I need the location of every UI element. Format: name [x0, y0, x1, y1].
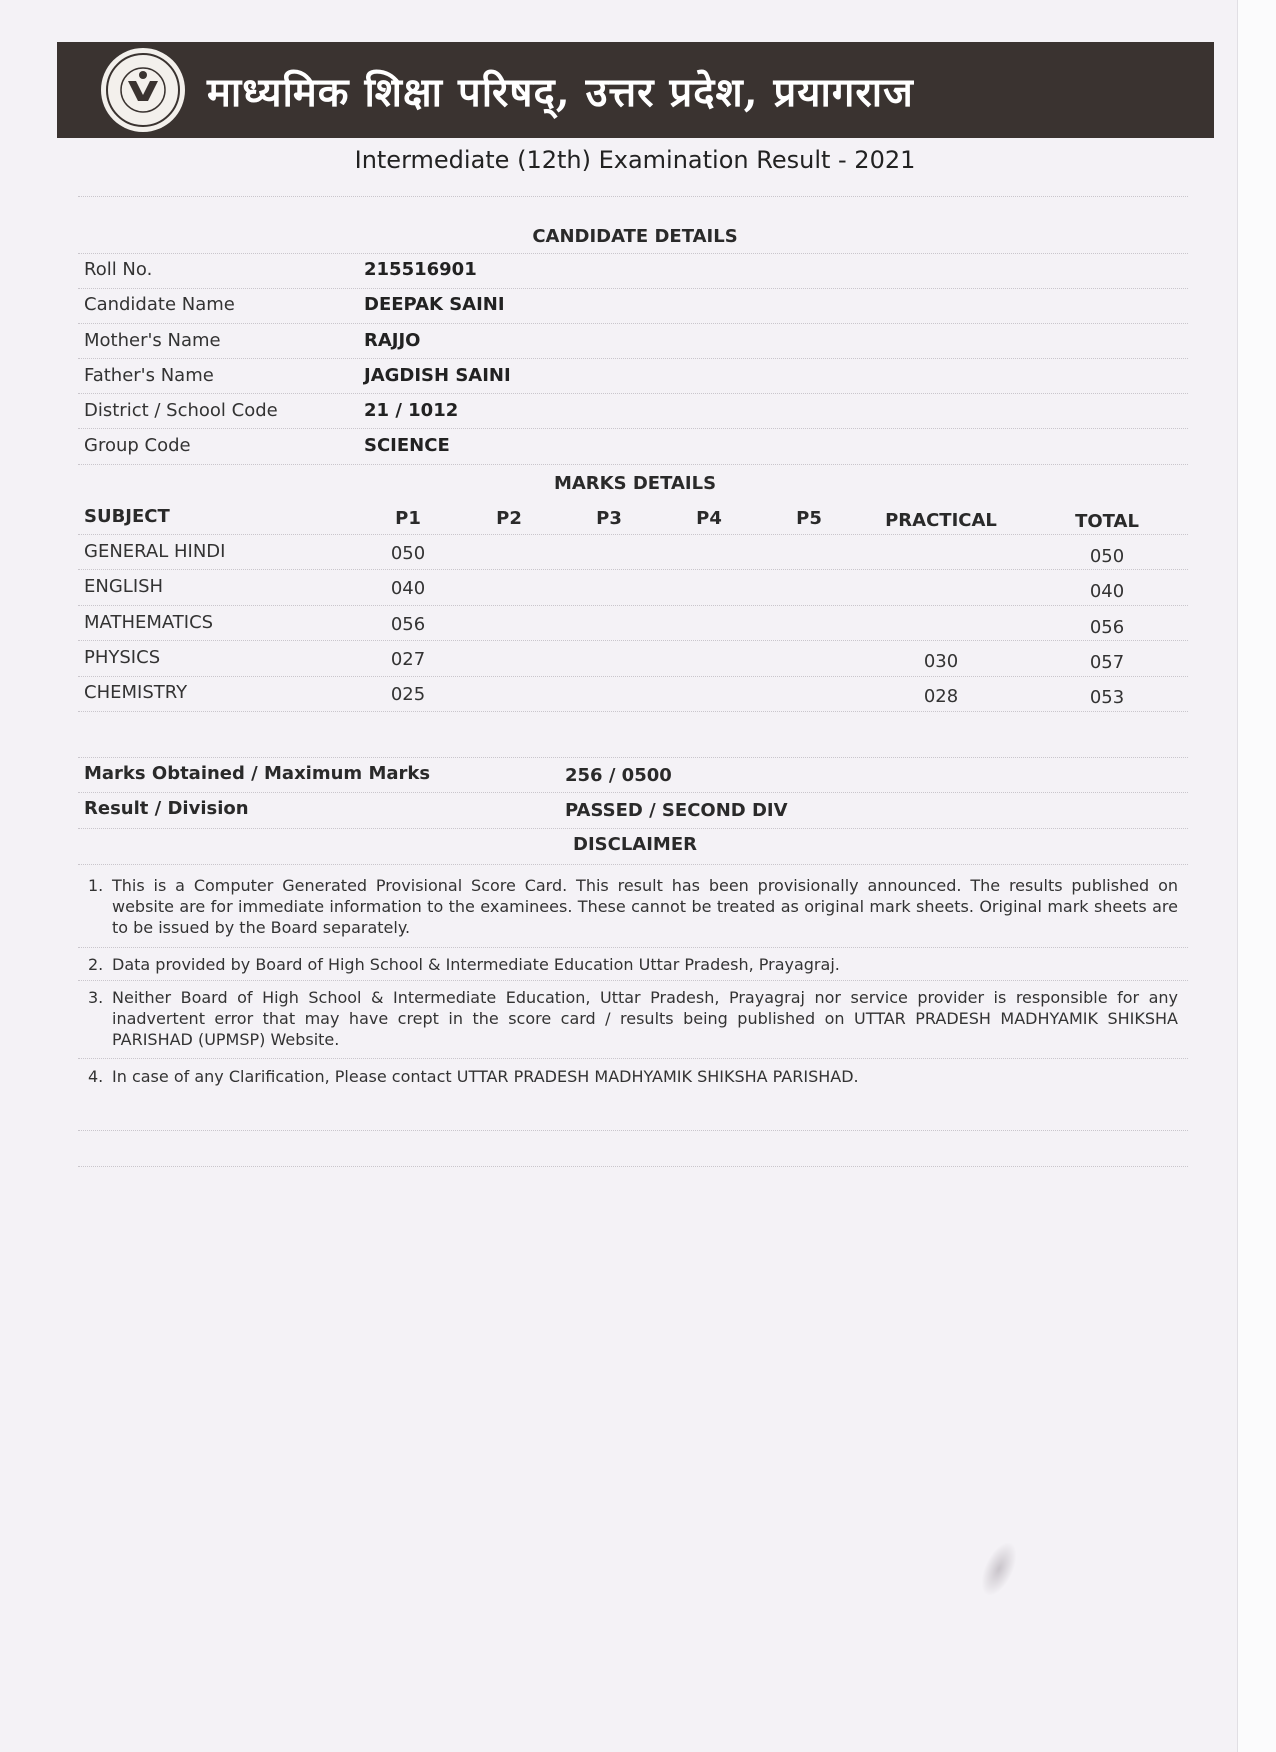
disclaimer-item-text: This is a Computer Generated Provisional Score Card. This result has been provisionally announced. The results published on website are for immediate information to the examinees. These cannot be treated as original mark sheets. Original mark sheets are to be issued by the Board separately.: [112, 876, 1178, 937]
result-division-label: Result / Division: [84, 798, 249, 819]
divider: [78, 323, 1188, 324]
header-banner: [57, 42, 1214, 138]
table-row-total: 050: [1089, 546, 1125, 567]
practical-header: PRACTICAL: [885, 510, 997, 531]
p2-header: P2: [496, 508, 522, 529]
disclaimer-item-text: Data provided by Board of High School & Intermediate Education Uttar Pradesh, Prayagraj.: [112, 955, 840, 974]
divider: [78, 464, 1188, 465]
paper-edge: [1237, 0, 1276, 1752]
divider: [78, 605, 1188, 606]
disclaimer-item-number: 3.: [88, 988, 104, 1007]
table-row-total: 040: [1089, 581, 1125, 602]
divider: [78, 980, 1188, 981]
group-code-label: Group Code: [84, 435, 191, 456]
divider: [78, 711, 1188, 712]
candidate-name-value: DEEPAK SAINI: [364, 294, 505, 315]
marks-obtained-label: Marks Obtained / Maximum Marks: [84, 763, 431, 784]
table-row-p1: 027: [390, 649, 426, 670]
disclaimer-item-number: 4.: [88, 1067, 104, 1086]
divider: [78, 676, 1188, 677]
divider: [78, 253, 1188, 254]
father-name-value: JAGDISH SAINI: [364, 365, 511, 386]
disclaimer-title: DISCLAIMER: [573, 834, 697, 855]
divider: [78, 534, 1188, 535]
disclaimer-item-text: Neither Board of High School & Intermediate Education, Uttar Pradesh, Prayagraj nor service provider is responsible for any inadvertent error that may have crept in the score card / results being published on UTTAR PRADESH MADHYAMIK SHIKSHA PARISHAD (UPMSP) Website.: [112, 988, 1178, 1049]
divider: [78, 864, 1188, 865]
table-row-subject: PHYSICS: [84, 647, 161, 668]
table-row-p1: 025: [390, 684, 426, 705]
page-title: Intermediate (12th) Examination Result - 2021: [354, 146, 916, 174]
divider: [78, 792, 1188, 793]
divider: [78, 1166, 1188, 1167]
divider: [78, 757, 1188, 758]
roll-no-label: Roll No.: [84, 259, 153, 280]
divider: [78, 828, 1188, 829]
divider: [78, 358, 1188, 359]
divider: [78, 288, 1188, 289]
table-row-practical: 030: [923, 651, 959, 672]
p3-header: P3: [596, 508, 622, 529]
p5-header: P5: [796, 508, 822, 529]
mother-name-label: Mother's Name: [84, 330, 221, 351]
disclaimer-item: [88, 1066, 1178, 1087]
total-header: TOTAL: [1075, 511, 1139, 532]
father-name-label: Father's Name: [84, 365, 214, 386]
table-row-practical: 028: [923, 686, 959, 707]
marks-section-title: MARKS DETAILS: [553, 473, 717, 494]
table-row-total: 056: [1089, 617, 1125, 638]
subject-header: SUBJECT: [84, 506, 170, 527]
disclaimer-item-text: In case of any Clarification, Please contact UTTAR PRADESH MADHYAMIK SHIKSHA PARISHAD.: [112, 1067, 859, 1086]
p1-header: P1: [395, 508, 421, 529]
table-row-subject: MATHEMATICS: [84, 612, 214, 633]
roll-no-value: 215516901: [364, 259, 477, 280]
divider: [78, 428, 1188, 429]
board-logo-icon: [101, 48, 185, 132]
divider: [78, 393, 1188, 394]
board-title: माध्यमिक शिक्षा परिषद्, उत्तर प्रदेश, प्रयागराज: [207, 68, 914, 116]
table-row-subject: CHEMISTRY: [84, 682, 188, 703]
divider: [78, 1130, 1188, 1131]
disclaimer-item: [88, 954, 1178, 975]
group-code-value: SCIENCE: [364, 435, 450, 456]
disclaimer-item: [88, 987, 1178, 1050]
candidate-section-title: CANDIDATE DETAILS: [532, 226, 738, 247]
divider: [78, 640, 1188, 641]
divider: [78, 569, 1188, 570]
district-school-code-label: District / School Code: [84, 400, 278, 421]
result-division-value: PASSED / SECOND DIV: [565, 800, 788, 821]
disclaimer-item: [88, 875, 1178, 938]
mother-name-value: RAJJO: [364, 330, 421, 351]
p4-header: P4: [696, 508, 722, 529]
table-row-total: 057: [1089, 652, 1125, 673]
table-row-p1: 040: [390, 578, 426, 599]
table-row-subject: GENERAL HINDI: [84, 541, 226, 562]
divider: [78, 196, 1188, 197]
marks-obtained-value: 256 / 0500: [565, 765, 672, 786]
table-row-p1: 056: [390, 614, 426, 635]
divider: [78, 1058, 1188, 1059]
candidate-name-label: Candidate Name: [84, 294, 235, 315]
table-row-p1: 050: [390, 543, 426, 564]
table-row-total: 053: [1089, 687, 1125, 708]
divider: [78, 947, 1188, 948]
disclaimer-item-number: 1.: [88, 876, 104, 895]
disclaimer-item-number: 2.: [88, 955, 104, 974]
table-row-subject: ENGLISH: [84, 576, 164, 597]
district-school-code-value: 21 / 1012: [364, 400, 459, 421]
